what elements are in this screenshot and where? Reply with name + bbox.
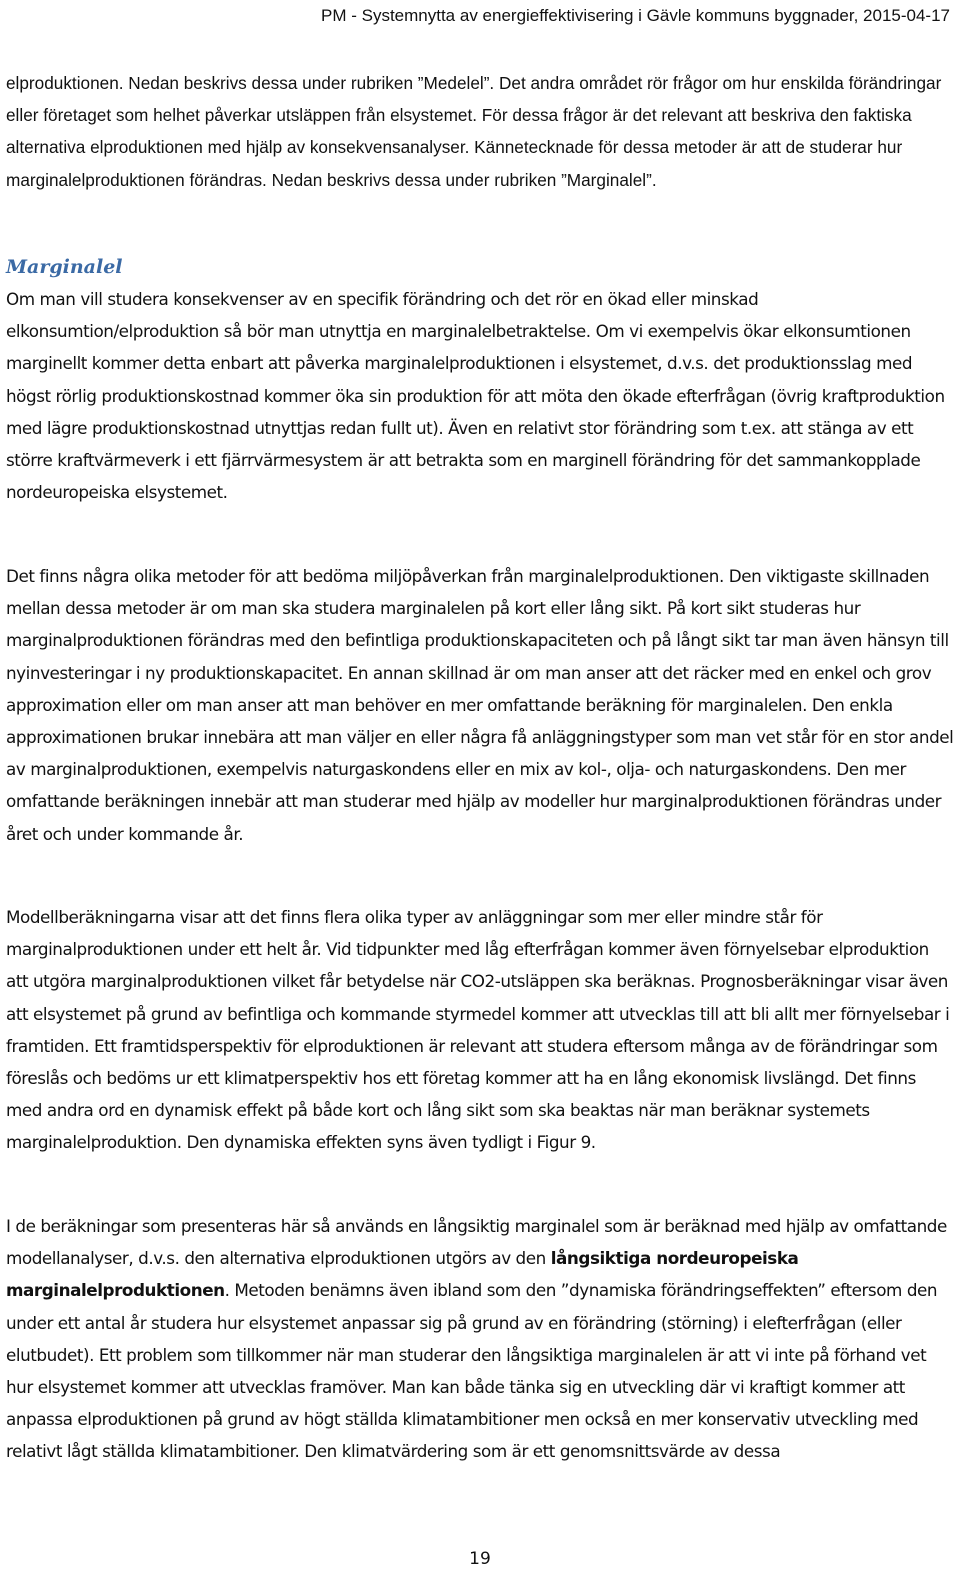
paragraph-4-text-before: I de beräkningar som presenteras här så används en långsiktig marginalel som är beräknad med hjälp av omfattande modellanalyser, d.v.s. den alternativa elproduktionen utgörs av den [6,1216,947,1269]
intro-paragraph: elproduktionen. Nedan beskrivs dessa under rubriken ”Medelel”. Det andra området rör frågor om hur enskilda förändringar eller företaget som helhet påverkar utsläppen från elsystemet. För dessa frågor är det relevant att beskriva den faktiska alternativa elproduktionen med hjälp av konsekvensanalyser. Kännetecknade för dessa metoder är att de studerar hur marginalelproduktionen förändras. Nedan beskrivs dessa under rubriken ”Marginalel”. [6,73,942,190]
paragraph-4-text-after: . Metoden benämns även ibland som den ”dynamiska förändringseffekten” eftersom den under ett antal år studera hur elsystemet anpassar sig på grund av en förändring (störning) i elefterfrågan (eller elutbudet). Ett problem som tillkommer när man studerar den långsiktiga marginalelen är att vi inte på förhand vet hur elsystemet kommer att utvecklas framöver. Man kan både tänka sig en utveckling där vi kraftigt kommer att anpassa elproduktionen på grund av högt ställda klimatambitioner men också en mer konservativ utveckling med relativt lågt ställda klimatambitioner. Den klimatvärdering som är ett genomsnittsvärde av dessa [6,1280,938,1462]
paragraph-1: Om man vill studera konsekvenser av en specifik förändring och det rör en ökad eller minskad elkonsumtion/elproduktion så bör man utnyttja en marginalelbetraktelse. Om vi exempelvis ökar elkonsumtionen marginellt kommer detta enbart att påverka marginalelproduktionen i elsystemet, d.v.s. det produktionsslag med högst rörlig produktionskostnad kommer öka sin produktion för att möta den ökade efterfrågan (övrig kraftproduktion med lägre produktionskostnad utnyttjas redan fullt ut). Även en relativt stor förändring som t.ex. att stänga av ett större kraftvärmeverk i ett fjärrvärmesystem är att betrakta som en marginell förändring för det sammankopplade nordeuropeiska elsystemet. [6,289,945,503]
paragraph-4 [6,1210,954,1468]
section-heading: Marginalel [6,256,123,278]
paragraph-4-bold-text: långsiktiga nordeuropeiska marginalelproduktionen [6,1248,799,1301]
paragraph-3: Modellberäkningarna visar att det finns flera olika typer av anläggningar som mer eller mindre står för marginalproduktionen under ett helt år. Vid tidpunkter med låg efterfrågan kommer även förnyelsebar elproduktion att utgöra marginalproduktionen vilket får betydelse när CO2-utsläppen ska beräknas. Prognosberäkningar visar även att elsystemet på grund av befintliga och kommande styrmedel kommer att utvecklas till att bli allt mer förnyelsebar i framtiden. Ett framtidsperspektiv för elproduktionen är relevant att studera eftersom många av de förändringar som föreslås och bedöms ur ett klimatperspektiv hos ett företag kommer att ha en lång ekonomisk livslängd. Det finns med andra ord en dynamisk effekt på både kort och lång sikt som ska beaktas när man beräknar systemets marginalelproduktion. Den dynamiska effekten syns även tydligt i Figur 9. [6,907,950,1153]
page-header: PM - Systemnytta av energieffektivisering i Gävle kommuns byggnader, 2015-04-17 [321,6,950,25]
paragraph-2: Det finns några olika metoder för att bedöma miljöpåverkan från marginalelproduktionen. Den viktigaste skillnaden mellan dessa metoder är om man ska studera marginalelen på kort eller lång sikt. På kort sikt studeras hur marginalproduktionen förändras med den befintliga produktionskapaciteten och på långt sikt tar man även hänsyn till nyinvesteringar i ny produktionskapacitet. En annan skillnad är om man anser att det räcker med en enkel och grov approximation eller om man anser att man behöver en mer omfattande beräkning för marginalelen. Den enkla approximationen brukar innebära att man väljer en eller några få anläggningstyper som man vet står för en stor andel av marginalproduktionen, exempelvis naturgaskondens eller en mix av kol-, olja- och naturgaskondens. Den mer omfattande beräkningen innebär att man studerar med hjälp av modeller hur marginalproduktionen förändras under året och under kommande år. [6,566,954,844]
page-number: 19 [469,1549,491,1569]
